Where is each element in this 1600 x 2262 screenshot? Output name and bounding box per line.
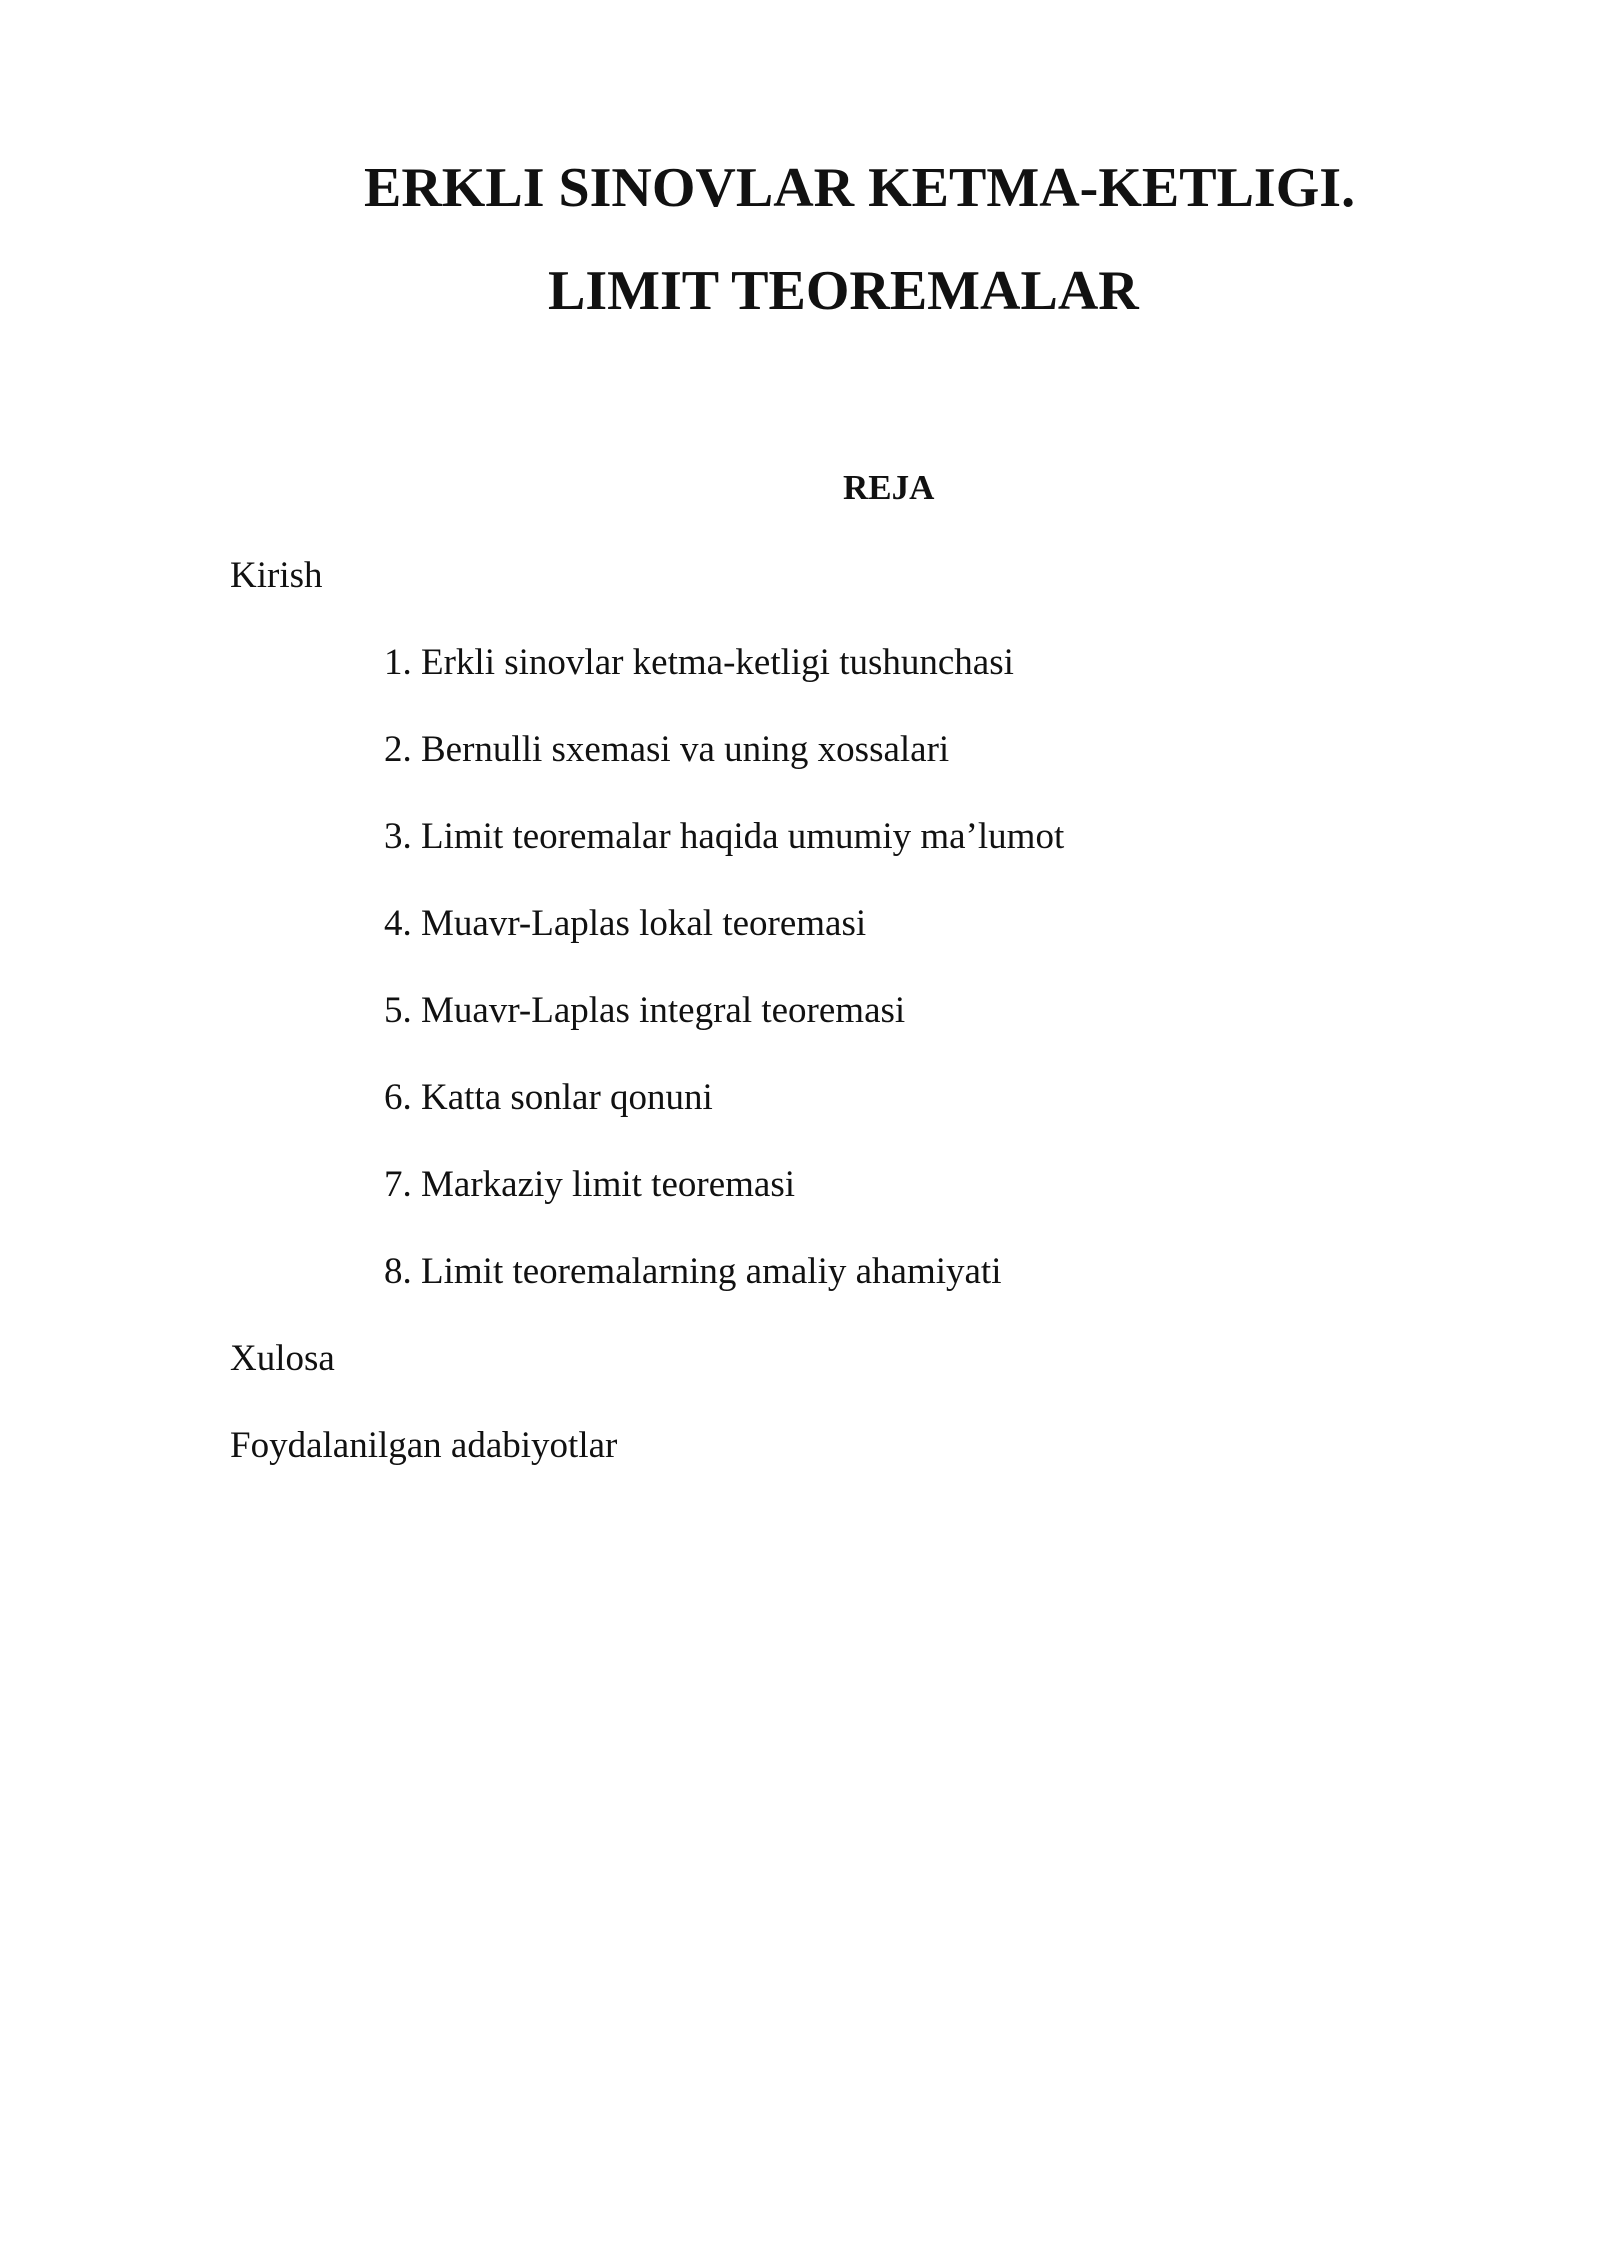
references-item: Foydalanilgan adabiyotlar — [230, 1425, 618, 1466]
plan-item-2: 2. Bernulli sxemasi va uning xossalari — [384, 729, 950, 770]
plan-item-3: 3. Limit teoremalar haqida umumiy ma’lumot — [384, 816, 1065, 857]
plan-heading: REJA — [843, 468, 935, 507]
plan-item-1: 1. Erkli sinovlar ketma-ketligi tushunchasi — [384, 642, 1014, 683]
plan-item-4: 4. Muavr-Laplas lokal teoremasi — [384, 903, 867, 944]
plan-item-6: 6. Katta sonlar qonuni — [384, 1077, 713, 1118]
intro-item: Kirish — [230, 555, 323, 596]
plan-item-5: 5. Muavr-Laplas integral teoremasi — [384, 990, 906, 1031]
document-title-line-2: LIMIT TEOREMALAR — [548, 260, 1139, 322]
plan-item-7: 7. Markaziy limit teoremasi — [384, 1164, 795, 1205]
conclusion-item: Xulosa — [230, 1338, 335, 1379]
document-title-line-1: ERKLI SINOVLAR KETMA-KETLIGI. — [364, 157, 1356, 219]
plan-item-8: 8. Limit teoremalarning amaliy ahamiyati — [384, 1251, 1002, 1292]
